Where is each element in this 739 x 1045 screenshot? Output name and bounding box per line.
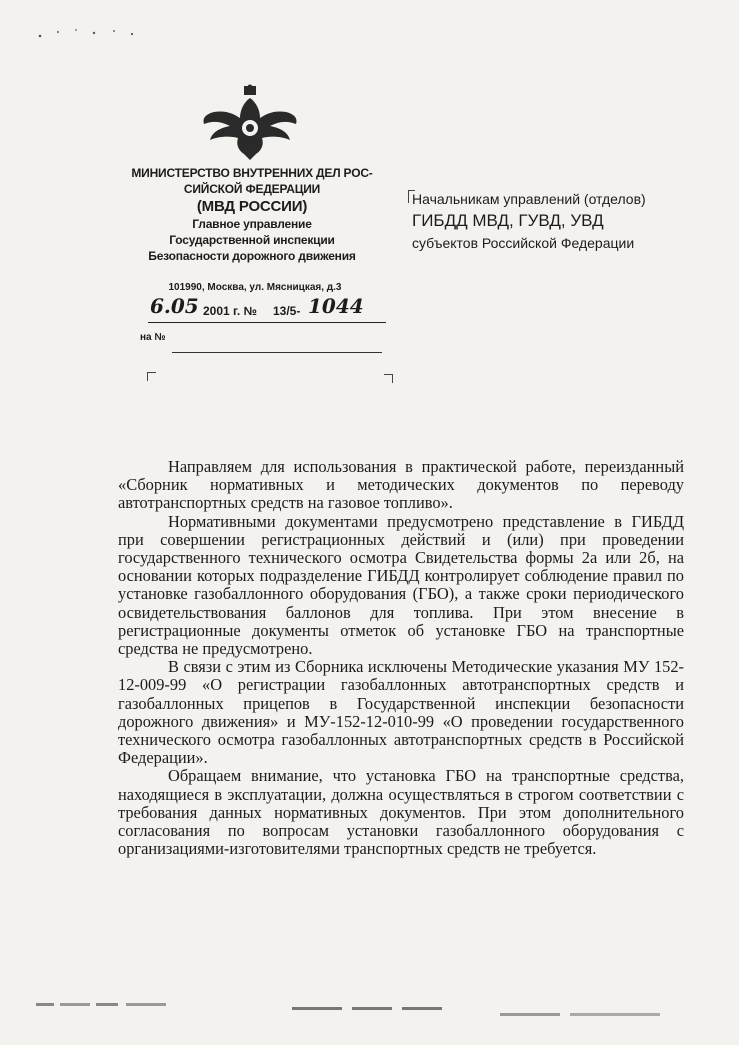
- handwritten-date: 6.05: [150, 294, 199, 318]
- corner-mark-right: [384, 374, 393, 383]
- sender-address: 101990, Москва, ул. Мясницкая, д.3: [168, 282, 342, 293]
- paragraph-2: Нормативными документами предусмотрено представление в ГИБДД при совершении регистрационных действий и (или) при проведении государственного технического осмотра Свидетельства формы 2а или 2б, на основании которых подразделение ГИБДД контролирует соблюдение правил по установке газобаллонного оборудования (ГБО), а также сроки периодического освидетельствования баллонов для топлива. При этом внесение в регистрационные документы отметок об установке ГБО на транспортные средства не предусмотрено.: [118, 511, 684, 659]
- recipient-line-departments: ГИБДД МВД, ГУВД, УВД: [412, 211, 604, 230]
- sender-line-main-dept: Главное управление: [192, 217, 312, 231]
- sender-line-inspection: Государственной инспекции: [169, 233, 335, 247]
- recipient-block: [412, 188, 682, 254]
- date-number-line: [148, 294, 386, 323]
- sender-line-abbr: (МВД РОССИИ): [196, 198, 308, 215]
- sender-line-road-safety: Безопасности дорожного движения: [148, 249, 356, 263]
- na-label: на №: [140, 332, 166, 343]
- scan-specks: [36, 24, 146, 40]
- corner-mark-left: [147, 372, 156, 381]
- letter-body: [118, 458, 684, 858]
- footer-scan-noise-middle: [292, 1004, 452, 1014]
- sender-line-ministry: МИНИСТЕРСТВО ВНУТРЕННИХ ДЕЛ РОС-: [131, 166, 373, 180]
- number-prefix: 13/5-: [273, 304, 301, 318]
- sender-line-federation: СИЙСКОЙ ФЕДЕРАЦИИ: [183, 182, 321, 196]
- footer-scan-noise-right: [500, 1010, 680, 1020]
- footer-scan-noise-left: [36, 1000, 186, 1010]
- recipient-line-heads: Начальникам управлений (отделов): [412, 191, 646, 207]
- year-label: 2001 г. №: [203, 304, 257, 318]
- na-rule: [172, 352, 382, 353]
- paragraph-1: Направляем для использования в практической работе, переизданный «Сборник нормативных и методических документов по переводу автотранспортных средств на газовое топливо».: [118, 457, 684, 513]
- recipient-line-subjects: субъектов Российской Федерации: [412, 235, 635, 251]
- eagle-emblem-icon: [200, 84, 300, 162]
- sender-block: [118, 165, 386, 264]
- paragraph-4: Обращаем внимание, что установка ГБО на транспортные средства, находящиеся в эксплуатации, должна осуществляться в строгом соответствии с требования данных нормативных документов. При этом дополнительного согласования по вопросам установки газобаллонного оборудования с организациями-изготовителями транспортных средств не требуется.: [118, 766, 684, 859]
- handwritten-number: 1044: [308, 294, 364, 318]
- paragraph-3: В связи с этим из Сборника исключены Методические указания МУ 152-12-009-99 «О регистрации газобаллонных автотранспортных средств и газобаллонных прицепов в Государственной инспекции безопасности дорожного движения» и МУ-152-12-010-99 «О проведении государственного технического осмотра газобаллонных автотранспортных средств в Российской Федерации».: [118, 657, 684, 768]
